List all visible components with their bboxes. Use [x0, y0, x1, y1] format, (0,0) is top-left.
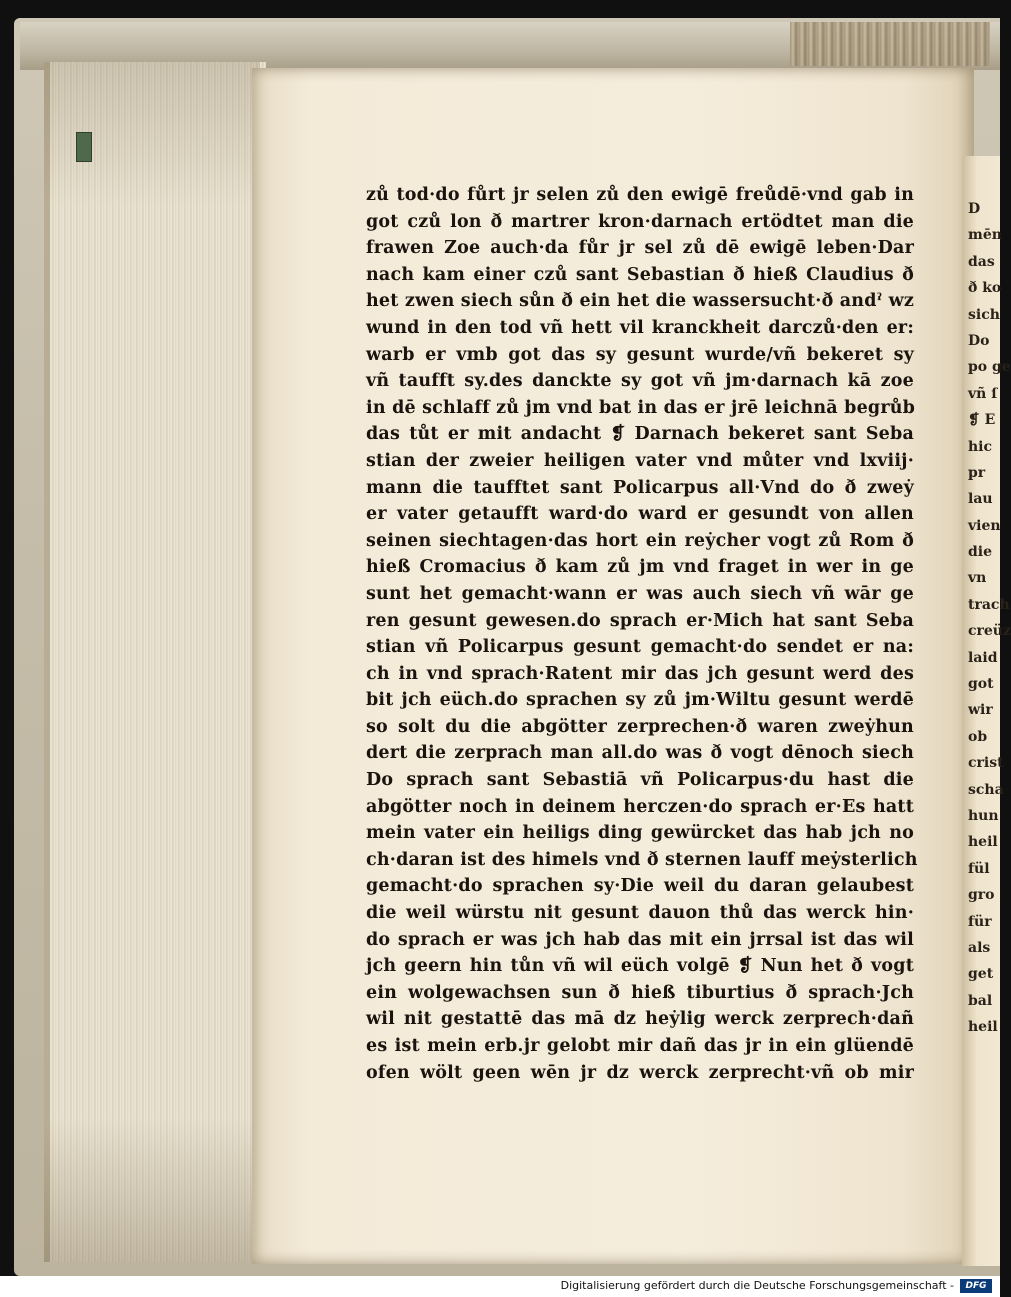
- facing-page-fragments: [968, 196, 1011, 1041]
- text-line: wund in den tod vñ hett vil kranckheit darczů·den er:: [366, 317, 914, 338]
- facing-page-fragment: mēn: [968, 227, 1002, 244]
- text-line: warb er vmb got das sy gesunt wurde/vñ bekeret sy: [366, 344, 914, 365]
- text-line: bit jch eüch.do sprachen sy zů jm·Wiltu gesunt werdē: [366, 690, 914, 711]
- facing-page-fragment: fül: [968, 860, 990, 877]
- facing-page-fragment: vñ ſ: [968, 385, 998, 402]
- text-line: jch geern hin tůn vñ wil eüch volgē ❡ Nun het ð vogt: [366, 956, 914, 977]
- text-line: gemacht·do sprachen sy·Die weil du daran gelaubest: [366, 876, 914, 897]
- text-line: zů tod·do fůrt jr selen zů den ewigē freůdē·vnd gab in: [366, 185, 914, 205]
- facing-page-fragment: für: [968, 913, 992, 930]
- text-line: ein wolgewachsen sun ð hieß tiburtius ð sprach·Jch: [366, 982, 914, 1003]
- facing-page-fragment: vien: [968, 517, 1001, 534]
- facing-page-fragment: lau: [968, 491, 993, 508]
- funding-credit: Digitalisierung gefördert durch die Deutsche Forschungsgemeinschaft -: [560, 1279, 954, 1292]
- text-line: wil nit gestattē das mā dz heẏlig werck zerprech·dañ: [366, 1009, 914, 1030]
- text-line: vñ taufft sy.des danckte sy got vñ jm·darnach kā zoe: [366, 371, 914, 392]
- text-line: abgötter noch in deinem herczen·do sprach er·Es hatt: [366, 796, 914, 817]
- text-line: die weil würstu nit gesunt dauon thů das werck hin·: [366, 903, 914, 924]
- text-line: ren gesunt gewesen.do sprach er·Mich hat sant Seba: [366, 610, 914, 631]
- text-line: sunt het gemacht·wann er was auch siech vñ wār ge: [366, 583, 914, 604]
- dfg-logo: DFG: [960, 1279, 992, 1293]
- facing-page-fragment: als: [968, 939, 991, 956]
- facing-page-fragment: laid: [968, 649, 998, 666]
- text-line: dert die zerprach man all.do was ð vogt dēnoch siech: [366, 743, 914, 764]
- facing-page-fragment: hic: [968, 438, 993, 455]
- facing-page-fragment: hun: [968, 807, 999, 824]
- text-line: got czů lon ð martrer kron·darnach ertödtet man die: [366, 211, 914, 232]
- text-line: stian vñ Policarpus gesunt gemacht·do sendet er na:: [366, 637, 914, 658]
- facing-page-fragment: D: [968, 201, 981, 217]
- facing-page-fragment: vn: [968, 570, 987, 587]
- facing-page-fragment: get: [968, 966, 994, 983]
- facing-page-fragment: bal: [968, 992, 993, 1009]
- text-line: het zwen siech sůn ð ein het die wassersucht·ð andˀ wz: [366, 291, 915, 312]
- facing-page-fragment: heil: [968, 1019, 998, 1036]
- footer-bar: [0, 1276, 1000, 1297]
- text-line: do sprach er was jch hab das mit ein jrrsal ist das wil: [366, 929, 914, 950]
- text-line: das tůt er mit andacht ❡ Darnach bekeret sant Seba: [366, 424, 914, 445]
- text-line: nach kam einer czů sant Sebastian ð hieß Claudius ð: [366, 264, 914, 285]
- facing-page-fragment: ❡ E: [968, 412, 996, 429]
- text-line: er vater getaufft ward·do ward er gesundt von allen: [366, 504, 914, 525]
- facing-page-fragment: ð ko: [968, 280, 1002, 297]
- facing-page-fragment: po ge: [968, 359, 1011, 376]
- facing-page-fragment: das: [968, 253, 995, 270]
- page-edges-shade: [44, 62, 260, 1262]
- tab-marker: [76, 132, 92, 162]
- text-line: seinen siechtagen·das hort ein reẏcher vogt zů Rom ð: [366, 530, 914, 551]
- facing-page-fragment: wir: [968, 702, 993, 719]
- text-line: frawen Zoe auch·da fůr jr sel zů dē ewigē leben·Dar: [366, 238, 914, 259]
- facing-page-fragment: scha: [968, 781, 1004, 798]
- text-line: in dē schlaff zů jm vnd bat in das er jrē leichnā begrůb: [366, 397, 916, 418]
- facing-page-fragment: sich: [968, 306, 1000, 323]
- text-line: mein vater ein heiligs ding gewürcket das hab jch no: [366, 823, 914, 844]
- facing-page-fragment: heil: [968, 834, 998, 851]
- facing-page-edge: [962, 156, 1011, 1266]
- facing-page-fragment: crist: [968, 755, 1004, 772]
- blackletter-text-block: [366, 182, 918, 1112]
- facing-page-fragment: die: [968, 544, 993, 561]
- facing-page-fragment: got: [968, 676, 994, 693]
- text-line: ofen wölt geen wēn jr dz werck zerprecht·vñ ob mir: [366, 1062, 914, 1083]
- text-line: mann die taufftet sant Policarpus all·Vnd do ð zweẏ: [366, 477, 914, 498]
- facing-page-fragment: creüz: [968, 623, 1011, 640]
- text-line: ch·daran ist des himels vnd ð sternen lauff meẏsterlich: [366, 849, 918, 870]
- facing-page-fragment: Do: [968, 332, 990, 349]
- text-line: stian der zweier heiligen vater vnd můter vnd lxviij·: [366, 450, 914, 471]
- facing-page-fragment: gro: [968, 887, 995, 904]
- facing-page-fragment: ob: [968, 728, 988, 745]
- text-line: Do sprach sant Sebastiā vñ Policarpus·du hast die: [366, 770, 914, 791]
- text-line: ch in vnd sprach·Ratent mir das jch gesunt werd des: [366, 663, 914, 684]
- text-line: hieß Cromacius ð kam zů jm vnd fraget in wer in ge: [366, 557, 914, 578]
- text-line: es ist mein erb.jr gelobt mir dañ das jr in ein glüendē: [366, 1036, 914, 1056]
- text-line: so solt du die abgötter zerprechen·ð waren zweẏhun: [366, 716, 914, 737]
- facing-page-fragment: trach: [968, 596, 1010, 613]
- binding-strip: [790, 22, 990, 66]
- facing-page-fragment: pr: [968, 464, 986, 481]
